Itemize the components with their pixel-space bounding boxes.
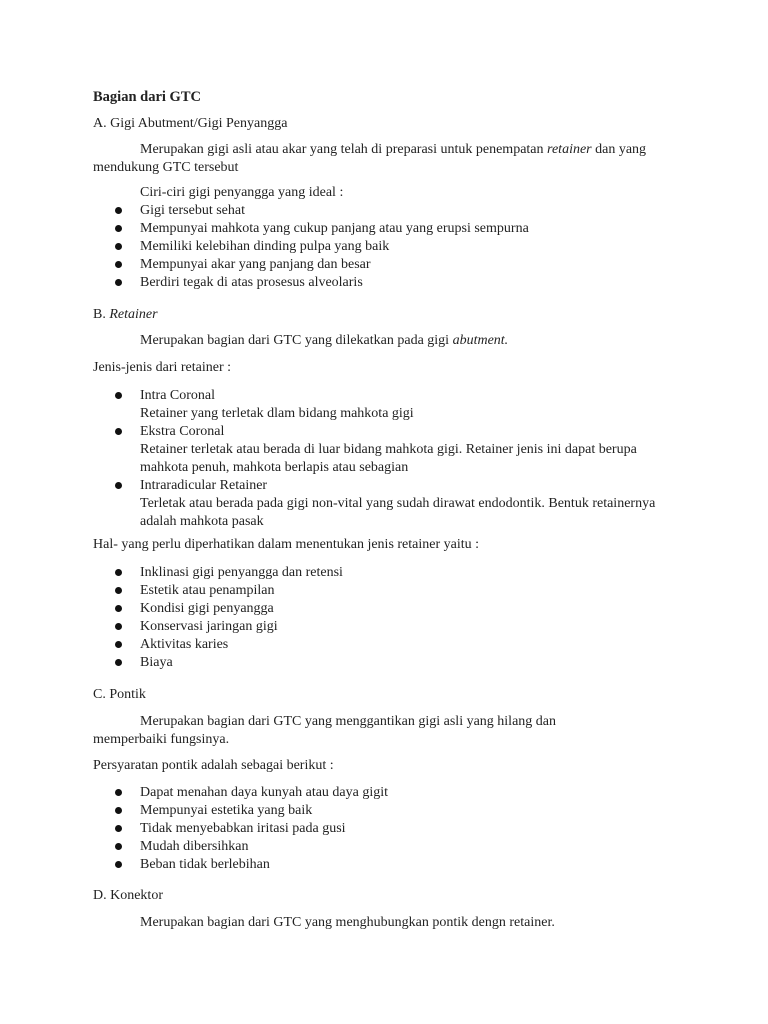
list-item: Berdiri tegak di atas prosesus alveolaris xyxy=(113,274,673,292)
retainer-factors-list xyxy=(113,564,673,672)
list-item: Mempunyai mahkota yang cukup panjang atau yang erupsi sempurna xyxy=(113,220,673,238)
document-title: Bagian dari GTC xyxy=(93,89,201,105)
list-item: Biaya xyxy=(113,654,673,672)
section-c-heading: C. Pontik xyxy=(93,687,146,702)
section-b-heading-italic: Retainer xyxy=(109,307,158,322)
retainer-type-desc: Retainer yang terletak dlam bidang mahkota gigi xyxy=(140,406,414,421)
list-item: Mudah dibersihkan xyxy=(113,838,673,856)
list-item: Gigi tersebut sehat xyxy=(113,202,673,220)
retainer-type-desc: Retainer terletak atau berada di luar bidang mahkota gigi. Retainer jenis ini dapat berupa mahkota penuh, mahkota berlapis atau sebagian xyxy=(140,442,637,475)
section-a-paragraph-italic: retainer xyxy=(547,142,592,157)
retainer-type-name: Intraradicular Retainer xyxy=(140,478,268,493)
section-c-paragraph: Merupakan bagian dari GTC yang menggantikan gigi asli yang hilang dan memperbaiki fungsinya. xyxy=(93,714,557,747)
criteria-list xyxy=(113,202,673,292)
section-b-heading-prefix: B. xyxy=(93,307,110,322)
list-item: Aktivitas karies xyxy=(113,636,673,654)
retainer-type-name: Intra Coronal xyxy=(140,388,216,403)
list-item: Mempunyai akar yang panjang dan besar xyxy=(113,256,673,274)
section-a-heading: A. Gigi Abutment/Gigi Penyangga xyxy=(93,116,288,131)
list-item: Memiliki kelebihan dinding pulpa yang baik xyxy=(113,238,673,256)
retainer-types-intro: Jenis-jenis dari retainer : xyxy=(93,360,232,375)
retainer-types-list xyxy=(113,387,673,531)
list-item xyxy=(113,477,673,531)
section-b-heading xyxy=(93,306,158,324)
list-item: Inklinasi gigi penyangga dan retensi xyxy=(113,564,673,582)
list-item: Tidak menyebabkan iritasi pada gusi xyxy=(113,820,673,838)
list-item: Kondisi gigi penyangga xyxy=(113,600,673,618)
section-d-paragraph: Merupakan bagian dari GTC yang menghubungkan pontik dengn retainer. xyxy=(140,915,555,930)
list-item: Estetik atau penampilan xyxy=(113,582,673,600)
retainer-type-desc: Terletak atau berada pada gigi non-vital yang sudah dirawat endodontik. Bentuk retainernya adalah mahkota pasak xyxy=(140,496,656,529)
section-a-paragraph xyxy=(93,141,683,177)
section-d-heading: D. Konektor xyxy=(93,888,163,903)
pontik-requirements-intro: Persyaratan pontik adalah sebagai berikut : xyxy=(93,758,334,773)
list-item xyxy=(113,387,673,423)
section-b-paragraph-italic: abutment. xyxy=(452,333,509,348)
list-item: Mempunyai estetika yang baik xyxy=(113,802,673,820)
list-item: Konservasi jaringan gigi xyxy=(113,618,673,636)
retainer-factors-intro: Hal- yang perlu diperhatikan dalam menentukan jenis retainer yaitu : xyxy=(93,537,480,552)
section-b-paragraph xyxy=(93,332,683,350)
list-item: Beban tidak berlebihan xyxy=(113,856,673,874)
retainer-type-name: Ekstra Coronal xyxy=(140,424,225,439)
pontik-requirements-list xyxy=(113,784,673,874)
list-item xyxy=(113,423,673,477)
list-item: Dapat menahan daya kunyah atau daya gigit xyxy=(113,784,673,802)
section-a-paragraph-text-1: Merupakan gigi asli atau akar yang telah di preparasi untuk penempatan xyxy=(140,142,548,157)
criteria-intro: Ciri-ciri gigi penyangga yang ideal : xyxy=(140,185,344,200)
section-b-paragraph-text: Merupakan bagian dari GTC yang dilekatkan pada gigi xyxy=(140,333,453,348)
section-a-paragraph-text-2: dan yang mendukung GTC tersebut xyxy=(93,142,647,175)
